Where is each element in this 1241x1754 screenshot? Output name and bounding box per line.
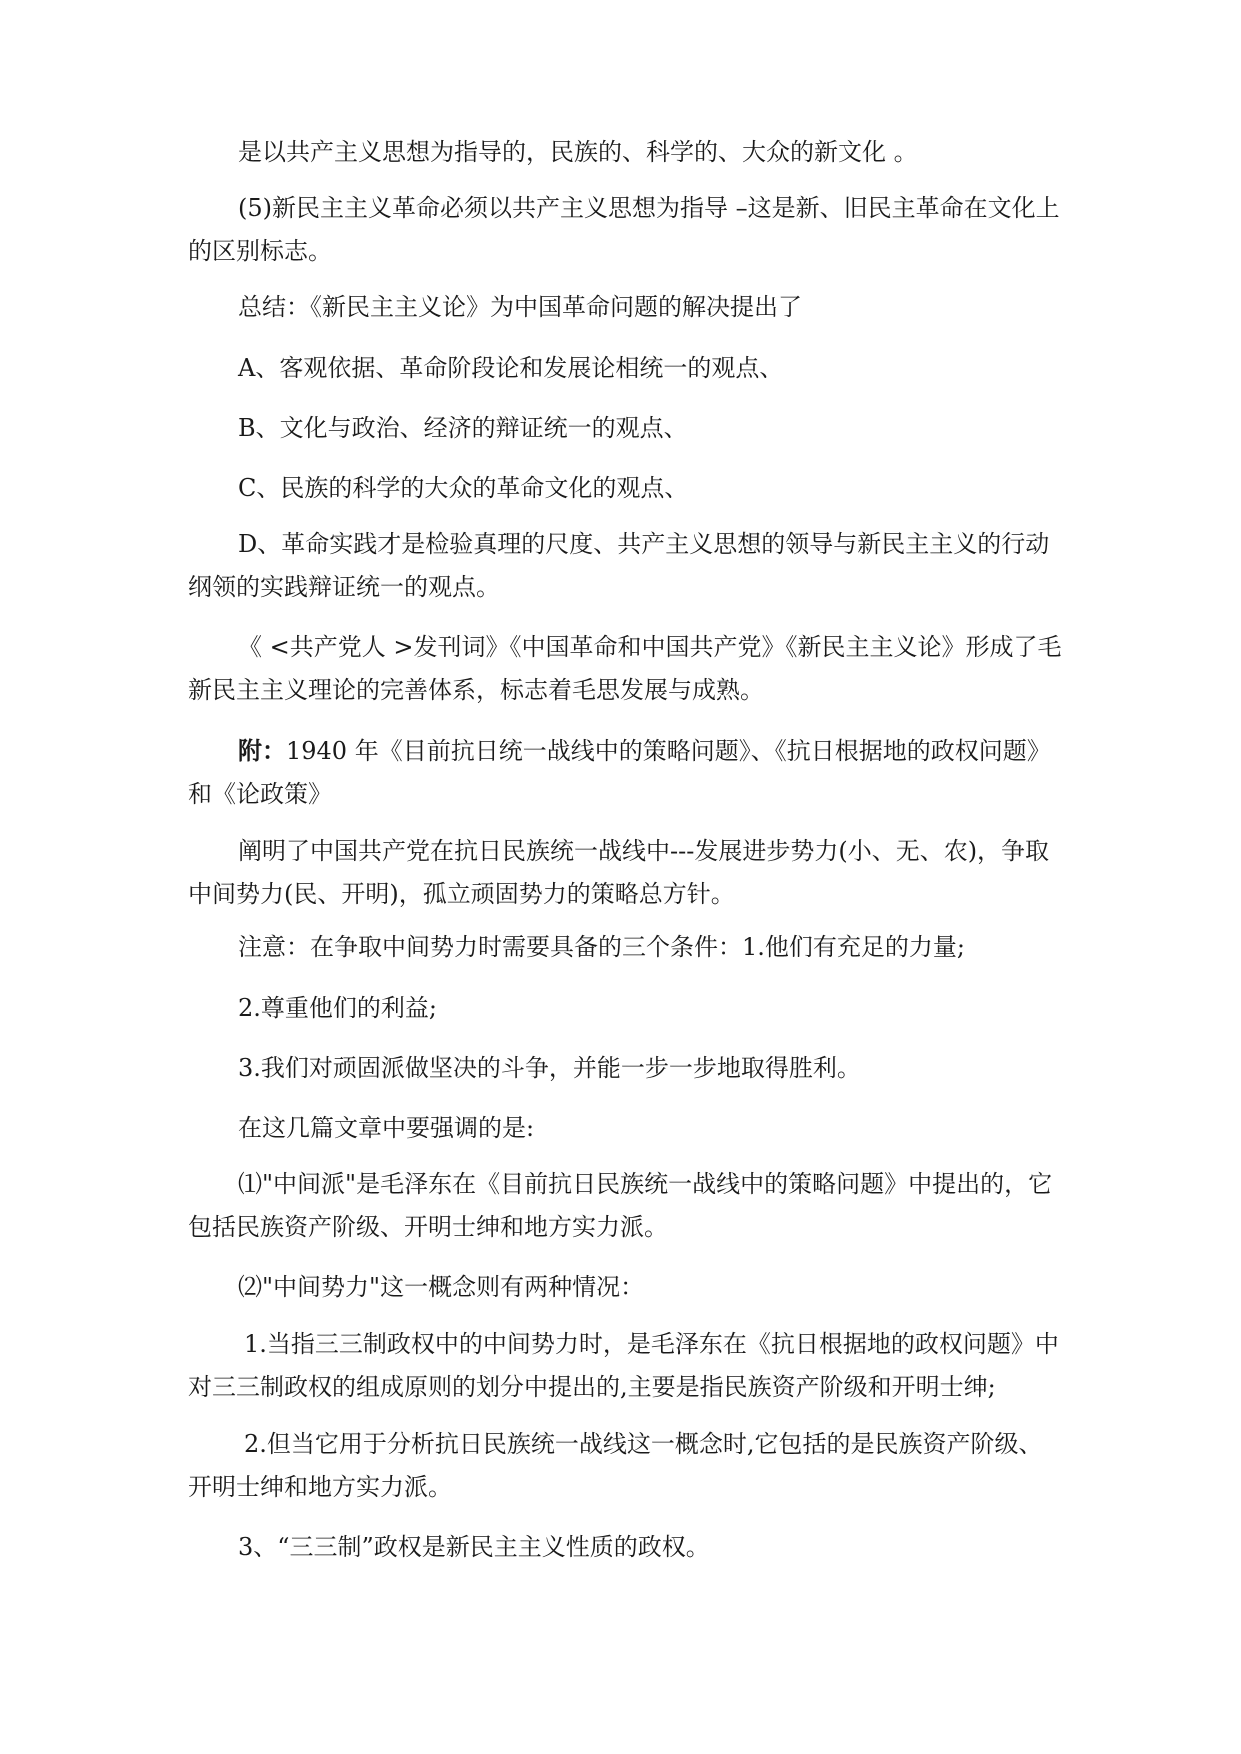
paragraph: 总结：《新民主主义论》为中国革命问题的解决提出了 [238, 293, 802, 321]
list-item: D、革命实践才是检验真理的尺度、共产主义思想的领导与新民主主义的行动纲领的实践辩证统一的观点。 [188, 530, 1050, 601]
list-item: 2.尊重他们的利益; [238, 994, 437, 1022]
list-item: C、民族的科学的大众的革命文化的观点、 [238, 474, 689, 502]
paragraph: ⑴"中间派"是毛泽东在《目前抗日民族统一战线中的策略问题》中提出的，它包括民族资产阶级、开明士绅和地方实力派。 [188, 1170, 1053, 1241]
paragraph: 阐明了中国共产党在抗日民族统一战线中---发展进步势力(小、无、农)，争取中间势力(民、开明)，孤立顽固势力的策略总方针。 [188, 837, 1050, 908]
list-item: 3.我们对顽固派做坚决的斗争，并能一步一步地取得胜利。 [238, 1054, 861, 1082]
paragraph: 在这几篇文章中要强调的是: [238, 1114, 535, 1142]
list-item: A、客观依据、革命阶段论和发展论相统一的观点、 [238, 354, 784, 382]
appendix-text: 1940 年《目前抗日统一战线中的策略问题》、《抗日根据地的政权问题》和《论政策》 [188, 737, 1051, 808]
paragraph: 1.当指三三制政权中的中间势力时，是毛泽东在《抗日根据地的政权问题》中对三三制政权的组成原则的划分中提出的,主要是指民族资产阶级和开明士绅; [188, 1330, 1059, 1401]
appendix-label: 附： [238, 736, 286, 765]
paragraph: 2.但当它用于分析抗日民族统一战线这一概念时,它包括的是民族资产阶级、开明士绅和地方实力派。 [188, 1430, 1043, 1501]
paragraph: 是以共产主义思想为指导的，民族的、科学的、大众的新文化 。 [238, 138, 918, 166]
list-item: B、文化与政治、经济的辩证统一的观点、 [238, 414, 688, 442]
paragraph: (5)新民主主义革命必须以共产主义思想为指导 –这是新、旧民主革命在文化上的区别标志。 [188, 194, 1060, 265]
paragraph: 3、“三三制”政权是新民主主义性质的政权。 [238, 1533, 710, 1561]
paragraph: ⑵"中间势力"这一概念则有两种情况： [238, 1273, 645, 1301]
paragraph: 《 <共产党人 >发刊词》《中国革命和中国共产党》《新民主主义论》形成了毛新民主主义理论的完善体系，标志着毛思发展与成熟。 [188, 633, 1062, 704]
appendix-paragraph [188, 729, 1066, 816]
paragraph: 注意：在争取中间势力时需要具备的三个条件：1.他们有充足的力量; [238, 933, 965, 961]
